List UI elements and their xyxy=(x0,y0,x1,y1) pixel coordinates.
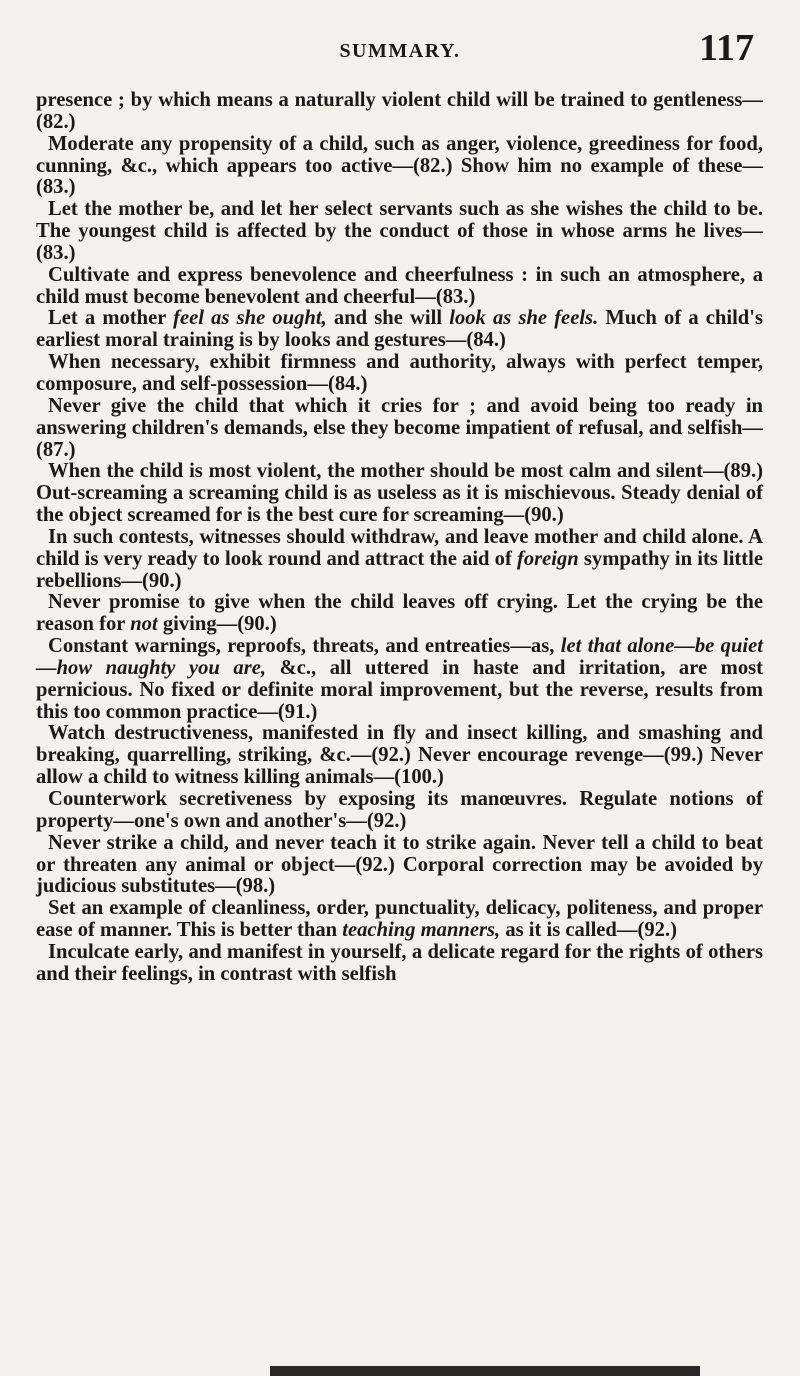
paragraph: Inculcate early, and manifest in yourself, a delicate regard for the rights of others and their feelings, in contrast with selfish xyxy=(36,940,763,985)
emphasis: teaching manners, xyxy=(342,919,501,942)
paragraph: When necessary, exhibit firmness and authority, always with perfect temper, composure, and self-possession—(84.) xyxy=(36,351,763,395)
paragraph: Let the mother be, and let her select servants such as she wishes the child to be. The youngest child is affected by the conduct of those in whose arms he lives—(83.) xyxy=(36,198,763,264)
paragraph: Watch destructiveness, manifested in fly and insect killing, and smashing and breaking, quarrelling, striking, &c.—(92.) Never encourage revenge—(99.) Never allow a child to witness killing animals—(100.) xyxy=(36,722,763,789)
paragraph: Counterwork secretiveness by exposing its manœuvres. Regulate notions of property—one's own and another's—(92.) xyxy=(36,788,763,832)
paragraph: Never strike a child, and never teach it to strike again. Never tell a child to beat or threaten any animal or object—(92.) Corporal correction may be avoided by judicious substitutes—(98.) xyxy=(36,831,763,898)
emphasis: look as she feels. xyxy=(449,307,599,330)
page-number: 117 xyxy=(699,27,754,69)
emphasis: not xyxy=(130,613,158,636)
paragraph: Never give the child that which it cries for ; and avoid being too ready in answering children's demands, else they become impatient of refusal, and selfish—(87.) xyxy=(36,394,763,461)
paragraph: Cultivate and express benevolence and cheerfulness : in such an atmosphere, a child must become benevolent and cheerful—(83.) xyxy=(36,263,763,308)
paragraph: When the child is most violent, the mother should be most calm and silent—(89.) Out-screaming a screaming child is as useless as it is mischievous. Steady denial of the object screamed for is the best cure for screaming—(90.) xyxy=(36,460,763,527)
emphasis: feel as she ought, xyxy=(173,307,327,330)
paragraph: In such contests, witnesses should withdraw, and leave mother and child alone. A child is very ready to look round and attract the aid of foreign sympathy in its little rebellions—(90.) xyxy=(36,525,763,592)
paragraph: Set an example of cleanliness, order, punctuality, delicacy, politeness, and proper ease of manner. This is better than teaching manners, as it is called—(92.) xyxy=(36,897,763,942)
paragraph: Constant warnings, reproofs, threats, and entreaties—as, let that alone—be quiet—how naughty you are, &c., all uttered in haste and irritation, are most pernicious. No fixed or definite moral improvement, but the reverse, results from this too common practice—(91.) xyxy=(36,635,764,723)
paragraph: presence ; by which means a naturally violent child will be trained to gentleness—(82.) xyxy=(36,89,763,133)
emphasis: let that alone—be quiet—how naughty you are, xyxy=(36,635,764,679)
body-text xyxy=(36,90,763,986)
running-title: SUMMARY. xyxy=(339,40,461,62)
bottom-rule xyxy=(270,1366,700,1376)
paragraph: Moderate any propensity of a child, such as anger, violence, greediness for food, cunning, &c., which appears too active—(82.) Show him no example of these—(83.) xyxy=(36,132,763,199)
paragraph: Let a mother feel as she ought, and she will look as she feels. Much of a child's earliest moral training is by looks and gestures—(84.) xyxy=(36,307,763,352)
emphasis: foreign xyxy=(516,547,579,570)
page-header xyxy=(36,26,764,86)
paragraph: Never promise to give when the child leaves off crying. Let the crying be the reason for not giving—(90.) xyxy=(36,591,763,636)
